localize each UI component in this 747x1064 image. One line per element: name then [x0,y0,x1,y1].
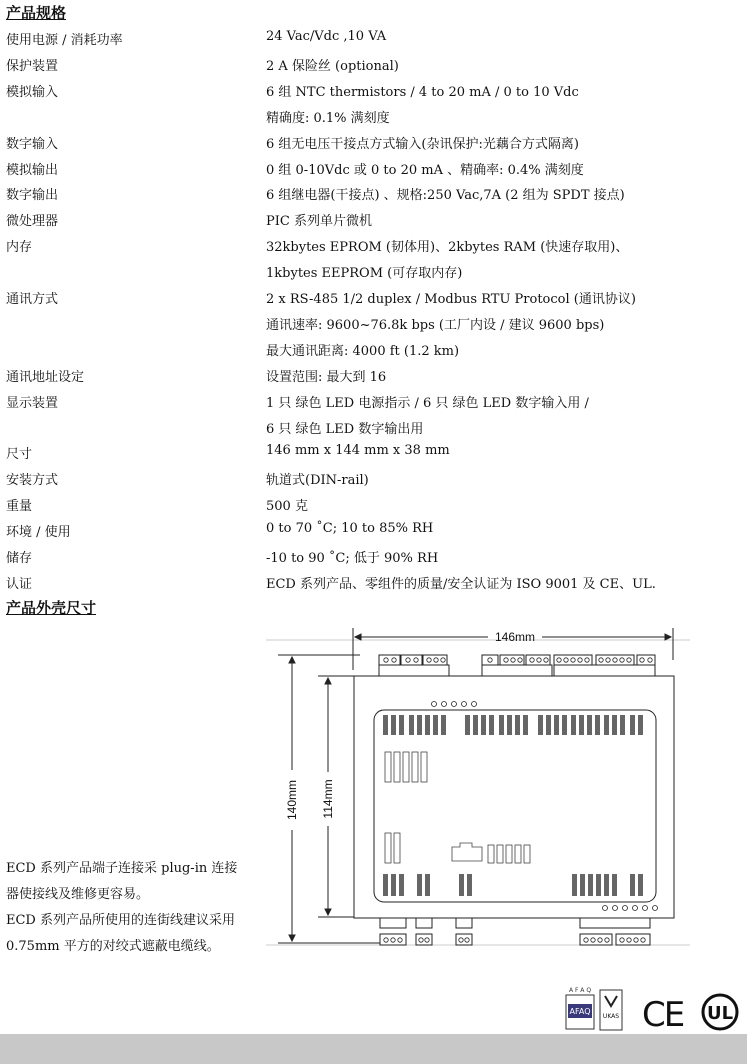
afaq-logo-text: AFAQ [569,1007,591,1016]
spec-value: 精确度: 0.1% 满刻度 [266,110,390,126]
afaq-top-text: A F A Q [568,987,592,994]
note-line: ECD 系列产品端子连接采 plug-in 连接 [6,861,238,876]
spec-label: 认证 [6,576,33,592]
spec-label: 储存 [6,551,33,566]
spec-value: 1 只 绿色 LED 电源指示 / 6 只 绿色 LED 数字输入用 / [266,395,589,411]
height-outer-dimension-label: 140mm [285,779,299,821]
spec-label: 通讯方式 [6,292,59,307]
ukas-logo-icon [600,990,622,1030]
spec-label: 模拟输入 [6,84,59,100]
certification-logos [560,986,745,1032]
width-dimension-label: 146mm [494,630,536,644]
spec-value: ECD 系列产品、零组件的质量/安全认证为 ISO 9001 及 CE、UL. [266,576,656,592]
ce-mark-icon: CE [642,995,684,1032]
spec-value: 2 x RS-485 1/2 duplex / Modbus RTU Protocol (通讯协议) [266,292,636,307]
spec-value: 146 mm x 144 mm x 38 mm [266,443,450,459]
spec-value: 6 组继电器(干接点) 、规格:250 Vac,7A (2 组为 SPDT 接点) [266,188,625,204]
ukas-logo-text: UKAS [602,1013,620,1020]
spec-label: 环境 / 使用 [6,525,71,541]
ul-logo-icon [703,995,737,1029]
height-inner-dimension-label: 114mm [321,779,335,819]
spec-value: 32kbytes EPROM (韧体用)、2kbytes RAM (快速存取用)、 [266,240,629,256]
spec-label: 保护装置 [6,58,59,74]
ul-logo-text: UL [706,1003,734,1024]
spec-value: 500 克 [266,499,308,515]
note-line: ECD 系列产品所使用的连街线建议采用 [6,913,235,928]
spec-value: PIC 系列单片微机 [266,214,372,230]
note-line: 0.75mm 平方的对绞式遮蔽电缆线。 [6,939,220,954]
spec-value: 6 组 NTC thermistors / 4 to 20 mA / 0 to 10 Vdc [266,84,579,100]
spec-label: 安装方式 [6,473,59,489]
footer-bar [0,1034,747,1064]
spec-heading: 产品规格 [6,4,67,22]
spec-value: 轨道式(DIN-rail) [266,473,369,489]
spec-value: 0 组 0-10Vdc 或 0 to 20 mA 、精确率: 0.4% 满刻度 [266,162,584,178]
spec-label: 模拟输出 [6,162,59,178]
spec-label: 通讯地址设定 [6,369,85,385]
spec-label: 微处理器 [6,214,59,230]
spec-label: 显示装置 [6,395,59,411]
spec-value: 24 Vac/Vdc ,10 VA [266,29,387,44]
spec-value: 2 A 保险丝 (optional) [266,58,399,74]
spec-value: 6 只 绿色 LED 数字输出用 [266,421,424,437]
spec-label: 使用电源 / 消耗功率 [6,33,123,48]
spec-label: 重量 [6,499,33,515]
spec-label: 数字输出 [6,188,59,204]
afaq-logo-icon [566,995,594,1029]
note-line: 器使接线及维修更容易。 [6,887,150,902]
spec-value: 最大通讯距离: 4000 ft (1.2 km) [266,343,460,359]
case-dimensions-heading: 产品外壳尺寸 [6,599,97,617]
spec-value: 1kbytes EEPROM (可存取内存) [266,266,463,282]
spec-value: 通讯速率: 9600~76.8k bps (工厂内设 / 建议 9600 bps) [266,317,605,333]
spec-value: -10 to 90 ˚C; 低于 90% RH [266,551,439,566]
spec-label: 尺寸 [6,447,33,463]
spec-label: 数字输入 [6,136,59,152]
spec-label: 内存 [6,240,33,256]
spec-value: 设置范围: 最大到 16 [266,369,387,385]
spec-value: 0 to 70 ˚C; 10 to 85% RH [266,521,434,537]
spec-value: 6 组无电压干接点方式输入(杂讯保护:光藕合方式隔离) [266,136,579,152]
